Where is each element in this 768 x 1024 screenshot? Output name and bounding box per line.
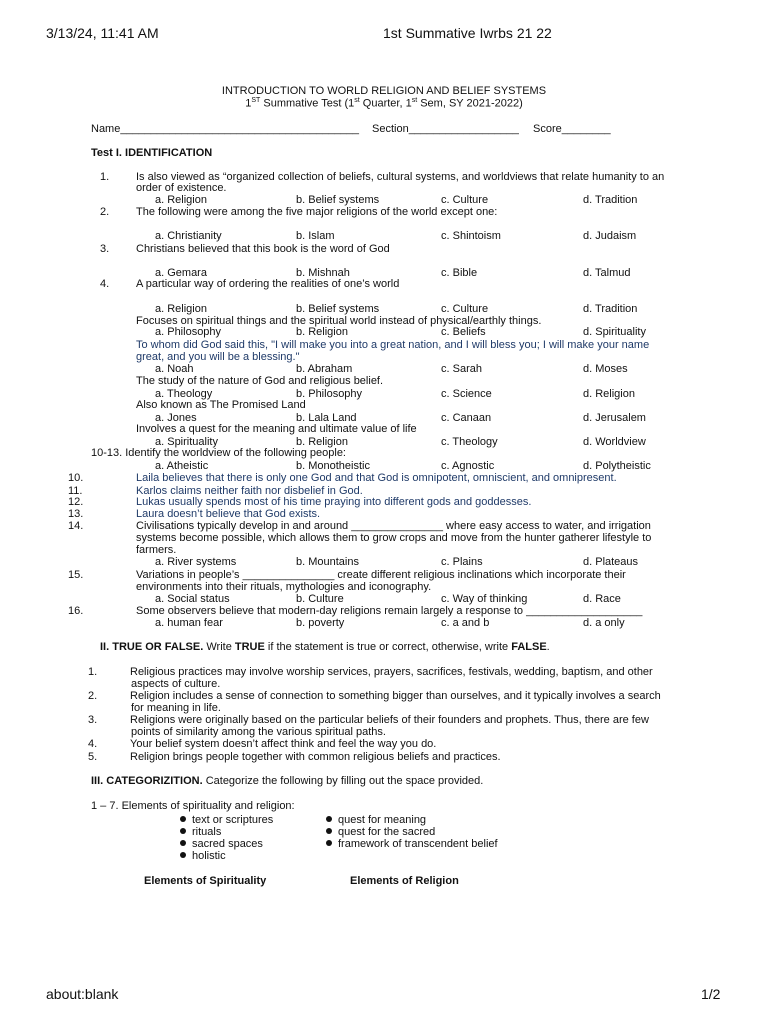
q13-text: Laura doesn’t believe that God exists. [136,508,321,520]
q2-number: 2. [100,206,110,218]
q16-choice-d: d. a only [583,617,625,629]
tf2-number: 2. [88,690,98,702]
q9-choice-c: c. Theology [441,436,498,448]
test2-heading: II. TRUE OR FALSE. Write TRUE if the statement is true or correct, otherwise, write FALSE. [100,641,550,653]
q10-13-choice-a: a. Atheistic [155,460,209,472]
q14-choice-d: d. Plateaus [583,556,639,568]
q1-choice-b: b. Belief systems [296,194,380,206]
q8-choice-c: c. Canaan [441,412,492,424]
q12-number: 12. [68,496,84,508]
q16-choice-b: b. poverty [296,617,345,629]
q6-choice-c: c. Sarah [441,363,482,375]
section-field: Section__________________ [372,123,519,135]
q1-number: 1. [100,171,110,183]
q6-text-cont: great, and you will be a blessing." [136,351,300,363]
tf3-text-cont: points of similarity among the various spiritual paths. [131,726,386,738]
tf1-number: 1. [88,666,98,678]
tf5-number: 5. [88,751,98,763]
q16-choice-a: a. human fear [155,617,223,629]
q9-choice-a: a. Spirituality [155,436,218,448]
tf3-text: Religions were originally based on the particular beliefs of their founders and prophets. Thus, there are few [130,714,649,726]
q16-number: 16. [68,605,84,617]
q9-text: Involves a quest for the meaning and ultimate value of life [136,423,417,435]
test1-heading: Test I. IDENTIFICATION [91,147,213,159]
cat-right-item: quest for the sacred [326,826,435,838]
q1-text: Is also viewed as “organized collection of beliefs, cultural systems, and worldviews that relate humanity to an [136,171,665,183]
q8-choice-a: a. Jones [155,412,197,424]
q3-choice-d: d. Talmud [583,267,631,279]
q4-choice-c: c. Culture [441,303,489,315]
print-url: about:blank [46,986,119,1002]
q11-text: Karlos claims neither faith nor disbelief in God. [136,485,363,497]
q14-choice-b: b. Mountains [296,556,359,568]
q10-13-choice-b: b. Monotheistic [296,460,370,472]
q1-text-cont: order of existence. [136,182,227,194]
q2-choice-a: a. Christianity [155,230,222,242]
name-field: Name_______________________________________ [91,123,359,135]
cat-left-item: sacred spaces [180,838,263,850]
q2-choice-b: b. Islam [296,230,335,242]
q6-choice-a: a. Noah [155,363,194,375]
q6-choice-b: b. Abraham [296,363,353,375]
q6-choice-d: d. Moses [583,363,628,375]
q10-number: 10. [68,472,84,484]
q5-choice-c: c. Beliefs [441,326,486,338]
q7-choice-d: d. Religion [583,388,635,400]
q14-text-cont: systems become possible, which allows them to grow crops and move from the hunter gatherer lifestyle to [136,532,652,544]
q9-choice-b: b. Religion [296,436,348,448]
doc-subtitle: 1ST Summative Test (1st Quarter, 1st Sem, SY 2021-2022) [245,97,523,110]
q10-text: Laila believes that there is only one God and that God is omnipotent, omniscient, and omnipresent. [136,472,617,484]
tf4-text: Your belief system doesn’t affect think and feel the way you do. [130,738,437,750]
page-number: 1/2 [701,986,721,1002]
q15-choice-a: a. Social status [155,593,230,605]
q15-text-cont: environments into their rituals, mythologies and iconography. [136,581,432,593]
q2-choice-d: d. Judaism [583,230,637,242]
tf3-number: 3. [88,714,98,726]
q7-choice-c: c. Science [441,388,492,400]
q14-text-cont2: farmers. [136,544,177,556]
categorization-intro: 1 – 7. Elements of spirituality and religion: [91,800,295,812]
q2-text: The following were among the five major religions of the world except one: [136,206,498,218]
cat-right-item: quest for meaning [326,814,426,826]
q4-choice-a: a. Religion [155,303,207,315]
q11-number: 11. [68,485,83,497]
q5-choice-a: a. Philosophy [155,326,222,338]
tf5-text: Religion brings people together with common religious beliefs and practices. [130,751,501,763]
q7-choice-b: b. Philosophy [296,388,363,400]
q4-choice-b: b. Belief systems [296,303,380,315]
q1-choice-c: c. Culture [441,194,489,206]
q14-number: 14. [68,520,84,532]
doc-title: INTRODUCTION TO WORLD RELIGION AND BELIEF SYSTEMS [221,85,547,97]
q3-number: 3. [100,243,110,255]
q15-choice-d: d. Race [583,593,621,605]
q6-text: To whom did God said this, "I will make you into a great nation, and I will bless you; I will make your name [136,339,650,351]
q8-text: Also known as The Promised Land [136,399,306,411]
q3-choice-a: a. Gemara [155,267,207,279]
test3-heading: III. CATEGORIZITION. Categorize the following by filling out the space provided. [91,775,484,787]
q4-text: A particular way of ordering the realities of one’s world [136,278,400,290]
q2-choice-c: c. Shintoism [441,230,501,242]
score-field: Score________ [533,123,611,135]
cat-left-item: rituals [180,826,221,838]
q8-choice-b: b. Lala Land [296,412,357,424]
print-title: 1st Summative Iwrbs 21 22 [383,25,552,41]
tf2-text-cont: for meaning in life. [131,702,221,714]
q15-text: Variations in people’s _______________ create different religious inclinations which incorporate their [136,569,626,581]
q14-choice-a: a. River systems [155,556,237,568]
tf1-text: Religious practices may involve worship services, prayers, sacrifices, festivals, wedding, baptism, and other [130,666,653,678]
q3-choice-b: b. Mishnah [296,267,350,279]
tf1-text-cont: aspects of culture. [131,678,221,690]
print-date: 3/13/24, 11:41 AM [46,25,159,41]
q5-choice-d: d. Spirituality [583,326,646,338]
cat-left-item: text or scriptures [180,814,273,826]
q13-number: 13. [68,508,84,520]
q12-text: Lukas usually spends most of his time praying into different gods and goddesses. [136,496,532,508]
q5-text: Focuses on spiritual things and the spiritual world instead of physical/earthly things. [136,315,542,327]
q5-choice-b: b. Religion [296,326,348,338]
q3-text: Christians believed that this book is the word of God [136,243,390,255]
tf2-text: Religion includes a sense of connection to something bigger than ourselves, and it typically involves a search [130,690,661,702]
q8-choice-d: d. Jerusalem [583,412,646,424]
q16-choice-c: c. a and b [441,617,490,629]
q15-choice-b: b. Culture [296,593,344,605]
cat-right-item: framework of transcendent belief [326,838,498,850]
cat-left-item: holistic [180,850,226,862]
q1-choice-a: a. Religion [155,194,207,206]
col-spirituality-heading: Elements of Spirituality [144,875,267,887]
q1-choice-d: d. Tradition [583,194,638,206]
q10-13-text: 10-13. Identify the worldview of the following people: [91,447,346,459]
col-religion-heading: Elements of Religion [350,875,459,887]
q7-choice-a: a. Theology [155,388,213,400]
q14-text: Civilisations typically develop in and around _______________ where easy access to water, and irrigation [136,520,651,532]
q7-text: The study of the nature of God and religious belief. [136,375,384,387]
q10-13-choice-d: d. Polytheistic [583,460,651,472]
tf4-number: 4. [88,738,98,750]
q9-choice-d: d. Worldview [583,436,646,448]
q16-text: Some observers believe that modern-day religions remain largely a response to ___________________ [136,605,643,617]
q4-choice-d: d. Tradition [583,303,638,315]
q14-choice-c: c. Plains [441,556,483,568]
q15-number: 15. [68,569,84,581]
q3-choice-c: c. Bible [441,267,478,279]
q4-number: 4. [100,278,110,290]
q10-13-choice-c: c. Agnostic [441,460,495,472]
q15-choice-c: c. Way of thinking [441,593,528,605]
